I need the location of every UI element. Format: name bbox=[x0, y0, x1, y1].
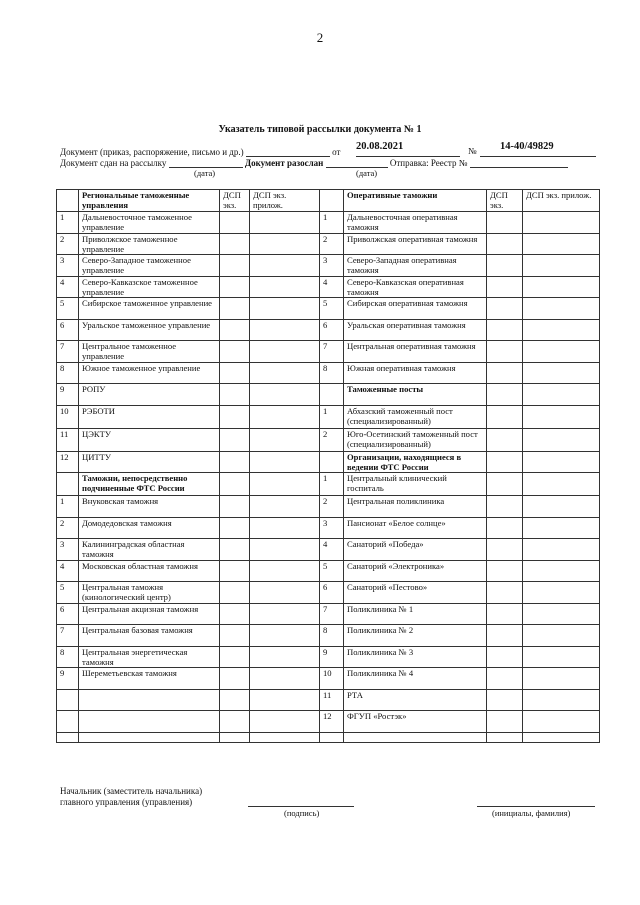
left-dsp-attachment-cell bbox=[250, 451, 320, 473]
left-item-name: Таможни, непосредственно подчиненные ФТС России bbox=[79, 473, 220, 496]
table-row bbox=[57, 668, 600, 690]
spacer-cell bbox=[320, 732, 344, 742]
right-item-name: Санаторий «Электроника» bbox=[344, 560, 487, 582]
right-dsp-attachment-cell bbox=[523, 451, 600, 473]
left-item-number: 8 bbox=[57, 362, 79, 384]
right-item-number: 3 bbox=[320, 255, 344, 277]
left-dsp-cell bbox=[220, 496, 250, 518]
right-dsp-attachment-cell bbox=[523, 582, 600, 604]
left-dsp-cell bbox=[220, 689, 250, 711]
page-number: 2 bbox=[316, 30, 324, 45]
right-item-number: 6 bbox=[320, 582, 344, 604]
left-item-name: Центральная энергетическая таможня bbox=[79, 646, 220, 668]
left-item-name: Южное таможенное управление bbox=[79, 362, 220, 384]
left-dsp-cell bbox=[220, 233, 250, 255]
submitted-label: Документ сдан на рассылку bbox=[60, 158, 167, 168]
distribution-table bbox=[56, 189, 600, 743]
right-item-name: Центральная оперативная таможня bbox=[344, 341, 487, 363]
document-type-label: Документ (приказ, распоряжение, письмо и др.) bbox=[60, 147, 244, 157]
left-item-number: 1 bbox=[57, 496, 79, 518]
header-cell bbox=[320, 190, 344, 212]
right-dsp-cell bbox=[487, 517, 523, 539]
left-item-name: ЦЭКТУ bbox=[79, 428, 220, 451]
table-row bbox=[57, 319, 600, 341]
left-item-name: Приволжское таможенное управление bbox=[79, 233, 220, 255]
left-dsp-cell bbox=[220, 668, 250, 690]
left-item-name bbox=[79, 711, 220, 733]
right-dsp-cell bbox=[487, 582, 523, 604]
right-dsp-cell bbox=[487, 319, 523, 341]
right-dsp-cell bbox=[487, 689, 523, 711]
sent-date-field bbox=[326, 157, 388, 168]
signature-line bbox=[248, 806, 354, 807]
table-row bbox=[57, 560, 600, 582]
left-dsp-attachment-cell bbox=[250, 711, 320, 733]
left-dsp-attachment-cell bbox=[250, 405, 320, 428]
left-dsp-attachment-cell bbox=[250, 582, 320, 604]
right-dsp-cell bbox=[487, 560, 523, 582]
left-dsp-attachment-cell bbox=[250, 668, 320, 690]
right-dsp-attachment-cell bbox=[523, 711, 600, 733]
left-item-number: 3 bbox=[57, 539, 79, 561]
left-group-header: Региональные таможенные управления bbox=[79, 190, 220, 212]
right-item-number: 4 bbox=[320, 276, 344, 298]
left-dsp-attachment-cell bbox=[250, 517, 320, 539]
table-row bbox=[57, 711, 600, 733]
table-row bbox=[57, 362, 600, 384]
registry-number-field bbox=[470, 157, 568, 168]
left-item-name: РОПУ bbox=[79, 384, 220, 406]
right-item-name: Организации, находящиеся в ведении ФТС России bbox=[344, 451, 487, 473]
right-item-number: 8 bbox=[320, 362, 344, 384]
table-row bbox=[57, 428, 600, 451]
right-dsp-cell bbox=[487, 625, 523, 647]
left-item-name: Центральное таможенное управление bbox=[79, 341, 220, 363]
document-line bbox=[60, 146, 340, 157]
left-item-number: 5 bbox=[57, 298, 79, 320]
left-item-name: Сибирское таможенное управление bbox=[79, 298, 220, 320]
right-item-number: 5 bbox=[320, 560, 344, 582]
right-dsp-attachment-cell bbox=[523, 362, 600, 384]
left-dsp-cell bbox=[220, 473, 250, 496]
spacer-cell bbox=[79, 732, 220, 742]
left-item-number: 2 bbox=[57, 233, 79, 255]
left-item-number: 9 bbox=[57, 384, 79, 406]
signatory-role-line1: Начальник (заместитель начальника) bbox=[60, 786, 203, 796]
table-row bbox=[57, 451, 600, 473]
left-item-number: 7 bbox=[57, 341, 79, 363]
date-hint-submitted: (дата) bbox=[194, 168, 216, 178]
left-dsp-cell bbox=[220, 298, 250, 320]
right-item-number: 7 bbox=[320, 603, 344, 625]
right-dsp-attachment-cell bbox=[523, 255, 600, 277]
sent-label: Документ разослан bbox=[244, 158, 324, 168]
right-item-number: 4 bbox=[320, 539, 344, 561]
right-dsp-attachment-cell bbox=[523, 473, 600, 496]
right-item-number: 2 bbox=[320, 428, 344, 451]
right-dsp-attachment-cell bbox=[523, 560, 600, 582]
right-dsp-attachment-cell bbox=[523, 428, 600, 451]
right-item-name: Поликлиника № 4 bbox=[344, 668, 487, 690]
right-item-name: Таможенные посты bbox=[344, 384, 487, 406]
left-dsp-attachment-cell bbox=[250, 428, 320, 451]
left-dsp-attachment-cell bbox=[250, 341, 320, 363]
right-item-name: Поликлиника № 2 bbox=[344, 625, 487, 647]
document-number: 14-40/49829 bbox=[500, 141, 554, 152]
right-item-name: Северо-Кавказская оперативная таможня bbox=[344, 276, 487, 298]
left-item-name: Калининградская областная таможня bbox=[79, 539, 220, 561]
left-dsp-attachment-cell bbox=[250, 496, 320, 518]
table-row bbox=[57, 298, 600, 320]
right-item-name: Юго-Осетинский таможенный пост (специализированный) bbox=[344, 428, 487, 451]
spacer-cell bbox=[220, 732, 250, 742]
right-item-name: Сибирская оперативная таможня bbox=[344, 298, 487, 320]
table-row bbox=[57, 625, 600, 647]
right-item-name: Санаторий «Пестово» bbox=[344, 582, 487, 604]
left-item-number: 2 bbox=[57, 517, 79, 539]
right-dsp-cell bbox=[487, 496, 523, 518]
left-item-number: 8 bbox=[57, 646, 79, 668]
name-hint: (инициалы, фамилия) bbox=[492, 808, 571, 818]
left-dsp-attachment-cell bbox=[250, 233, 320, 255]
left-dsp-attachment-cell bbox=[250, 560, 320, 582]
left-item-name: РЭБОТИ bbox=[79, 405, 220, 428]
right-item-number: 5 bbox=[320, 298, 344, 320]
spacer-cell bbox=[523, 732, 600, 742]
from-label: от bbox=[332, 147, 341, 157]
left-item-number: 6 bbox=[57, 319, 79, 341]
date-hint-sent: (дата) bbox=[356, 168, 378, 178]
right-dsp-cell bbox=[487, 384, 523, 406]
left-dsp-attachment-cell bbox=[250, 362, 320, 384]
submitted-date-field bbox=[169, 157, 243, 168]
right-dsp-attachment-cell bbox=[523, 319, 600, 341]
right-dsp-cell bbox=[487, 473, 523, 496]
right-dsp-cell bbox=[487, 362, 523, 384]
right-item-name: Центральная поликлиника bbox=[344, 496, 487, 518]
left-item-number: 7 bbox=[57, 625, 79, 647]
left-item-number bbox=[57, 473, 79, 496]
right-dsp-header: ДСП экз. bbox=[487, 190, 523, 212]
left-dsp-header: ДСП экз. bbox=[220, 190, 250, 212]
left-item-number: 9 bbox=[57, 668, 79, 690]
header-cell bbox=[57, 190, 79, 212]
left-item-number: 4 bbox=[57, 276, 79, 298]
spacer-cell bbox=[344, 732, 487, 742]
left-item-number: 4 bbox=[57, 560, 79, 582]
right-dsp-attachment-cell bbox=[523, 646, 600, 668]
number-underline bbox=[480, 146, 596, 157]
left-item-name: ЦИТТУ bbox=[79, 451, 220, 473]
left-item-name: Северо-Западное таможенное управление bbox=[79, 255, 220, 277]
left-item-name bbox=[79, 689, 220, 711]
right-dsp-attachment-cell bbox=[523, 212, 600, 234]
left-item-number bbox=[57, 689, 79, 711]
right-item-name: РТА bbox=[344, 689, 487, 711]
table-row bbox=[57, 276, 600, 298]
right-dsp-cell bbox=[487, 603, 523, 625]
signatory-role-line2: главного управления (управления) bbox=[60, 797, 193, 807]
right-dsp-attachment-cell bbox=[523, 517, 600, 539]
right-dsp-attachment-cell bbox=[523, 625, 600, 647]
left-dsp-attachment-cell bbox=[250, 212, 320, 234]
left-item-number: 3 bbox=[57, 255, 79, 277]
spacer-cell bbox=[487, 732, 523, 742]
left-dsp-cell bbox=[220, 212, 250, 234]
left-dsp-cell bbox=[220, 384, 250, 406]
left-dsp-attachment-cell bbox=[250, 298, 320, 320]
left-item-number: 11 bbox=[57, 428, 79, 451]
right-item-number: 12 bbox=[320, 711, 344, 733]
left-item-number: 6 bbox=[57, 603, 79, 625]
left-item-name: Домодедовская таможня bbox=[79, 517, 220, 539]
right-item-name: Абхазский таможенный пост (специализированный) bbox=[344, 405, 487, 428]
table-row bbox=[57, 603, 600, 625]
document-type-field bbox=[246, 146, 330, 157]
table-row bbox=[57, 473, 600, 496]
left-item-number: 5 bbox=[57, 582, 79, 604]
right-item-name: Санаторий «Победа» bbox=[344, 539, 487, 561]
table-spacer-row bbox=[57, 732, 600, 742]
left-dsp-cell bbox=[220, 539, 250, 561]
right-dsp-attachment-cell bbox=[523, 298, 600, 320]
right-item-name: Дальневосточная оперативная таможня bbox=[344, 212, 487, 234]
right-dsp-cell bbox=[487, 428, 523, 451]
left-dsp-attachment-cell bbox=[250, 539, 320, 561]
left-item-name: Уральское таможенное управление bbox=[79, 319, 220, 341]
right-item-number: 10 bbox=[320, 668, 344, 690]
right-dsp-cell bbox=[487, 341, 523, 363]
right-dsp-attachment-header: ДСП экз. прилож. bbox=[523, 190, 600, 212]
left-dsp-cell bbox=[220, 625, 250, 647]
right-dsp-attachment-cell bbox=[523, 539, 600, 561]
right-item-number: 1 bbox=[320, 473, 344, 496]
right-dsp-attachment-cell bbox=[523, 668, 600, 690]
left-dsp-attachment-cell bbox=[250, 625, 320, 647]
table-row bbox=[57, 646, 600, 668]
table-header-row bbox=[57, 190, 600, 212]
left-dsp-attachment-cell bbox=[250, 255, 320, 277]
table-row bbox=[57, 582, 600, 604]
right-item-number: 2 bbox=[320, 233, 344, 255]
signature-hint: (подпись) bbox=[284, 808, 320, 818]
right-item-number: 1 bbox=[320, 405, 344, 428]
table-row bbox=[57, 384, 600, 406]
left-dsp-cell bbox=[220, 255, 250, 277]
right-item-number: 6 bbox=[320, 319, 344, 341]
document-date: 20.08.2021 bbox=[356, 141, 404, 152]
number-label: № bbox=[468, 146, 477, 156]
left-dsp-cell bbox=[220, 603, 250, 625]
document-title: Указатель типовой рассылки документа № 1 bbox=[218, 124, 422, 135]
right-item-name: Южная оперативная таможня bbox=[344, 362, 487, 384]
spacer-cell bbox=[57, 732, 79, 742]
right-dsp-attachment-cell bbox=[523, 603, 600, 625]
left-item-name: Центральная таможня (кинологический центр) bbox=[79, 582, 220, 604]
left-dsp-cell bbox=[220, 517, 250, 539]
left-item-number: 10 bbox=[57, 405, 79, 428]
left-item-number bbox=[57, 711, 79, 733]
right-dsp-cell bbox=[487, 298, 523, 320]
right-dsp-attachment-cell bbox=[523, 233, 600, 255]
left-dsp-attachment-cell bbox=[250, 646, 320, 668]
right-dsp-cell bbox=[487, 539, 523, 561]
left-dsp-cell bbox=[220, 451, 250, 473]
left-dsp-attachment-cell bbox=[250, 473, 320, 496]
left-dsp-cell bbox=[220, 405, 250, 428]
right-dsp-attachment-cell bbox=[523, 341, 600, 363]
right-dsp-attachment-cell bbox=[523, 496, 600, 518]
right-dsp-cell bbox=[487, 451, 523, 473]
right-item-number: 11 bbox=[320, 689, 344, 711]
right-dsp-cell bbox=[487, 212, 523, 234]
shipment-label: Отправка: Реестр № bbox=[389, 158, 468, 168]
left-item-number: 1 bbox=[57, 212, 79, 234]
right-dsp-cell bbox=[487, 233, 523, 255]
left-item-name: Внуковская таможня bbox=[79, 496, 220, 518]
table-row bbox=[57, 255, 600, 277]
right-item-number: 3 bbox=[320, 517, 344, 539]
right-item-name: Уральская оперативная таможня bbox=[344, 319, 487, 341]
left-dsp-attachment-cell bbox=[250, 689, 320, 711]
left-dsp-cell bbox=[220, 582, 250, 604]
left-dsp-cell bbox=[220, 341, 250, 363]
right-item-name: Центральный клинический госпиталь bbox=[344, 473, 487, 496]
table-row bbox=[57, 517, 600, 539]
table-row bbox=[57, 496, 600, 518]
table-row bbox=[57, 405, 600, 428]
right-item-name: ФГУП «Ростэк» bbox=[344, 711, 487, 733]
right-dsp-cell bbox=[487, 255, 523, 277]
left-dsp-cell bbox=[220, 428, 250, 451]
left-dsp-cell bbox=[220, 276, 250, 298]
right-item-name: Поликлиника № 3 bbox=[344, 646, 487, 668]
right-item-number bbox=[320, 451, 344, 473]
right-item-number: 8 bbox=[320, 625, 344, 647]
left-item-name: Северо-Кавказское таможенное управление bbox=[79, 276, 220, 298]
left-dsp-cell bbox=[220, 362, 250, 384]
right-dsp-attachment-cell bbox=[523, 384, 600, 406]
left-item-name: Шереметьевская таможня bbox=[79, 668, 220, 690]
right-dsp-cell bbox=[487, 276, 523, 298]
right-dsp-attachment-cell bbox=[523, 276, 600, 298]
left-item-name: Центральная базовая таможня bbox=[79, 625, 220, 647]
table-row bbox=[57, 212, 600, 234]
right-item-name: Приволжская оперативная таможня bbox=[344, 233, 487, 255]
right-dsp-cell bbox=[487, 405, 523, 428]
right-item-number: 7 bbox=[320, 341, 344, 363]
left-item-name: Центральная акцизная таможня bbox=[79, 603, 220, 625]
right-group-header: Оперативные таможни bbox=[344, 190, 487, 212]
right-dsp-cell bbox=[487, 668, 523, 690]
left-dsp-attachment-cell bbox=[250, 603, 320, 625]
left-item-name: Дальневосточное таможенное управление bbox=[79, 212, 220, 234]
dispatch-line bbox=[60, 157, 568, 168]
right-dsp-attachment-cell bbox=[523, 405, 600, 428]
spacer-cell bbox=[250, 732, 320, 742]
table-row bbox=[57, 341, 600, 363]
right-item-number bbox=[320, 384, 344, 406]
right-item-name: Северо-Западная оперативная таможня bbox=[344, 255, 487, 277]
right-item-number: 9 bbox=[320, 646, 344, 668]
left-dsp-cell bbox=[220, 560, 250, 582]
right-item-number: 1 bbox=[320, 212, 344, 234]
right-dsp-attachment-cell bbox=[523, 689, 600, 711]
left-item-number: 12 bbox=[57, 451, 79, 473]
right-dsp-cell bbox=[487, 711, 523, 733]
left-dsp-attachment-cell bbox=[250, 319, 320, 341]
left-dsp-attachment-cell bbox=[250, 276, 320, 298]
left-item-name: Московская областная таможня bbox=[79, 560, 220, 582]
table-row bbox=[57, 539, 600, 561]
date-underline bbox=[356, 146, 460, 157]
table-row bbox=[57, 233, 600, 255]
left-dsp-attachment-cell bbox=[250, 384, 320, 406]
table-row bbox=[57, 689, 600, 711]
left-dsp-cell bbox=[220, 711, 250, 733]
right-item-number: 2 bbox=[320, 496, 344, 518]
right-item-name: Поликлиника № 1 bbox=[344, 603, 487, 625]
left-dsp-cell bbox=[220, 319, 250, 341]
name-line bbox=[477, 806, 595, 807]
left-dsp-attachment-header: ДСП экз. прилож. bbox=[250, 190, 320, 212]
right-dsp-cell bbox=[487, 646, 523, 668]
right-item-name: Пансионат «Белое солнце» bbox=[344, 517, 487, 539]
left-dsp-cell bbox=[220, 646, 250, 668]
